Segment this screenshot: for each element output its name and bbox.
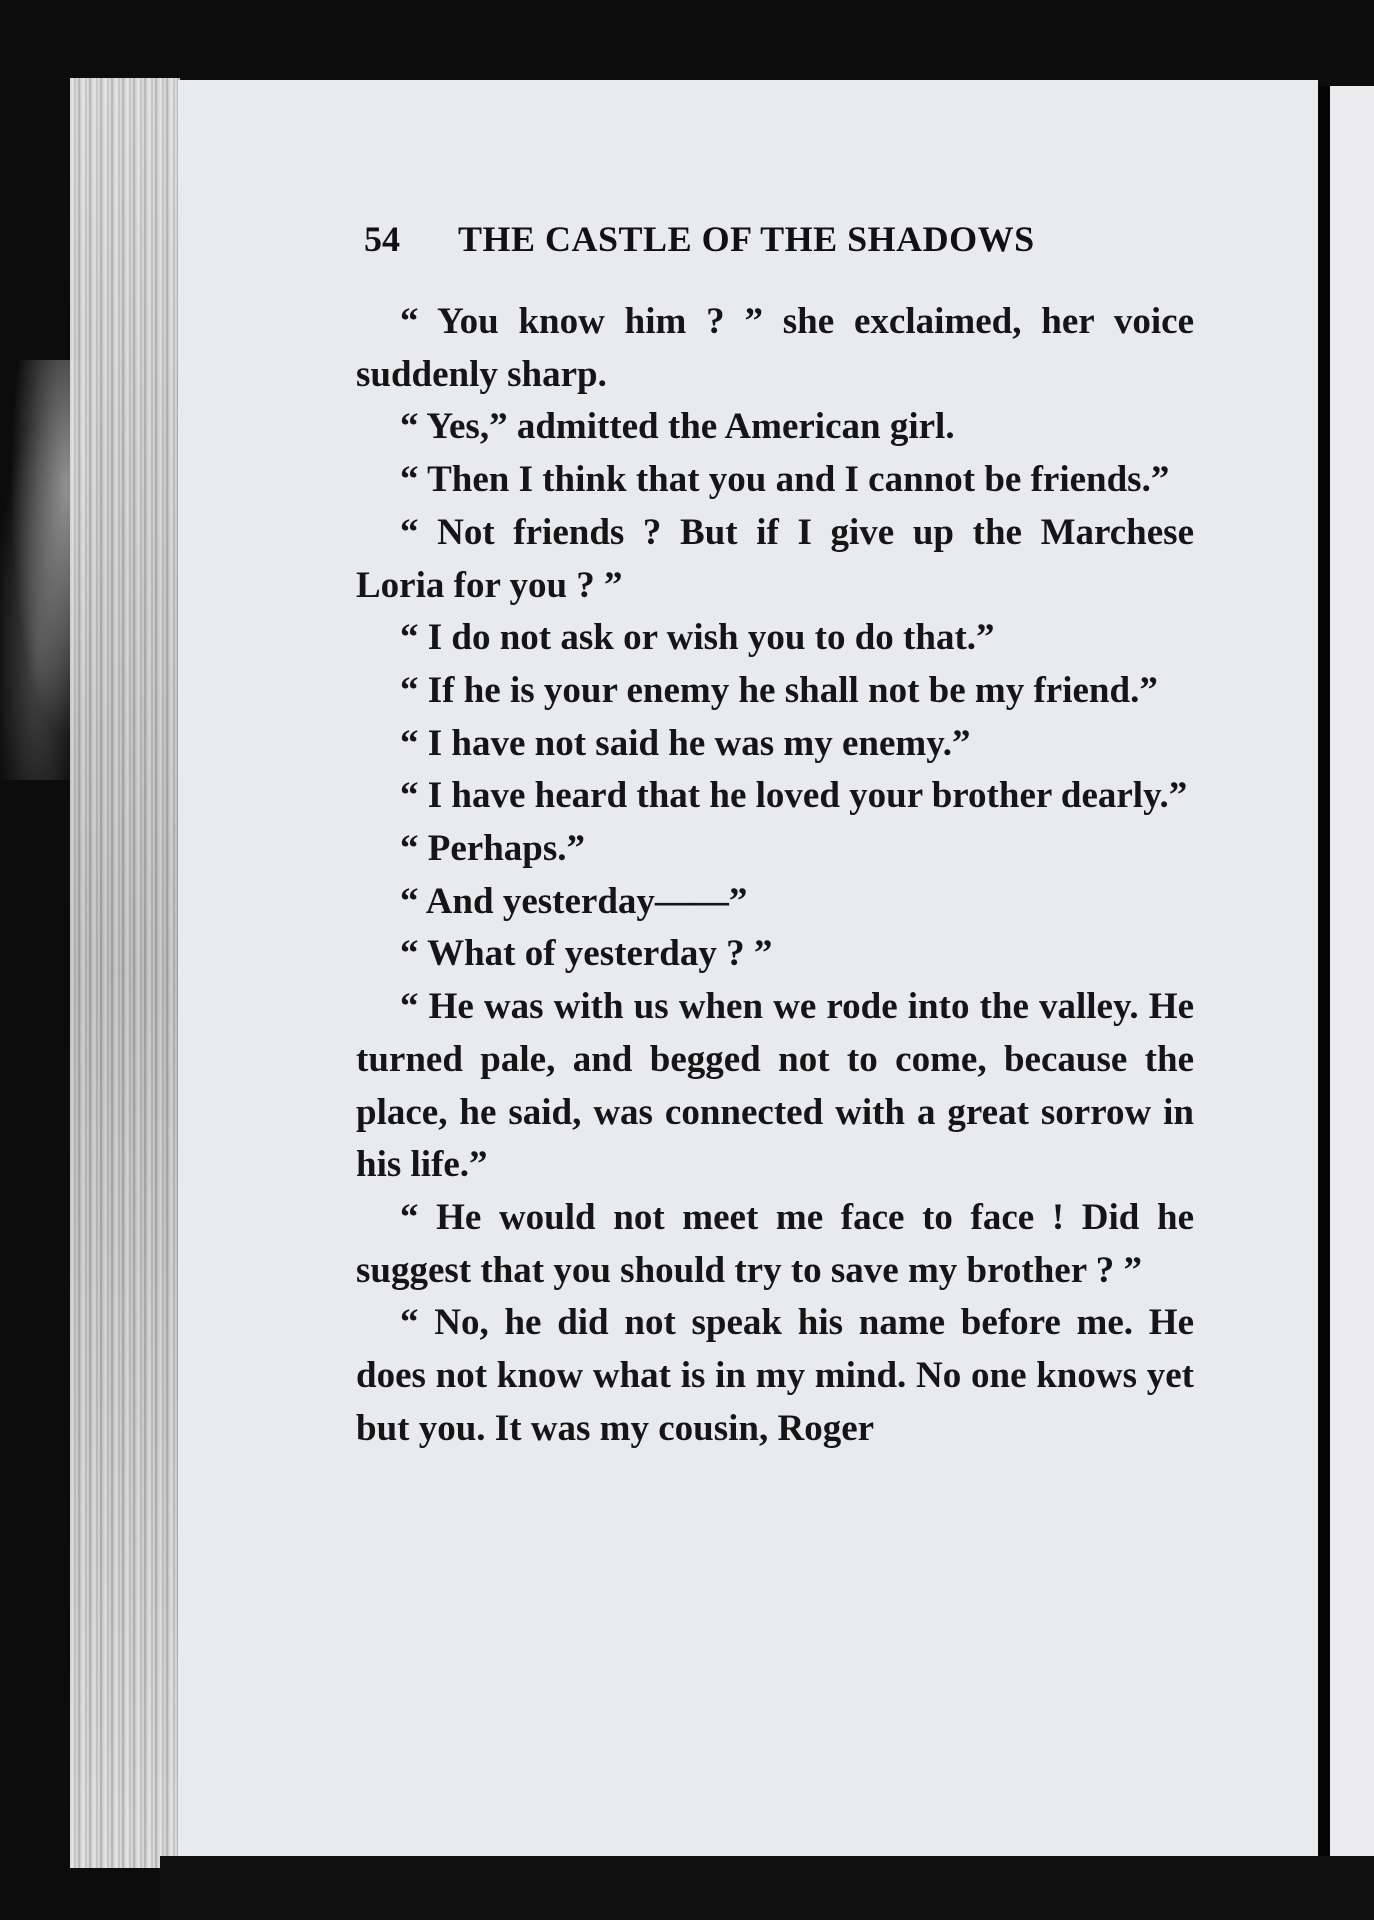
paragraph: “ Then I think that you and I cannot be friends.” [400, 459, 1170, 501]
page-number: 54 [364, 219, 400, 259]
paragraph: “ If he is your enemy he shall not be my friend.” [400, 669, 1158, 711]
bottom-shadow [160, 1856, 1374, 1920]
paragraph: “ I do not ask or wish you to do that.” [400, 617, 995, 659]
page-edges [70, 78, 180, 1868]
paragraph: “ Yes,” admitted the American girl. [400, 406, 955, 448]
facing-page-edge [1330, 86, 1374, 1858]
paragraph: “ And yesterday——” [400, 880, 748, 922]
paragraph: “ You know him ? ” she exclaimed, her voice suddenly sharp. [356, 301, 1194, 395]
running-title: THE CASTLE OF THE SHADOWS [458, 219, 1035, 259]
gutter-rule [1318, 86, 1330, 1858]
paragraph: “ He was with us when we rode into the valley. He turned pale, and begged not to come, because the place, he said, was connected with a great sorrow in his life.” [356, 986, 1194, 1186]
paragraph: “ Perhaps.” [400, 828, 585, 870]
paragraph: “ Not friends ? But if I give up the Marchese Loria for you ? ” [356, 511, 1194, 606]
paragraph: “ What of yesterday ? ” [400, 933, 773, 975]
body-text [356, 296, 1194, 1455]
paragraph: “ He would not meet me face to face ! Did he suggest that you should try to save my brother ? ” [356, 1196, 1194, 1291]
running-head [364, 218, 1124, 274]
paragraph: “ I have heard that he loved your brother dearly.” [400, 775, 1188, 817]
paragraph: “ No, he did not speak his name before me. He does not know what is in my mind. No one knows yet but you. It was my cousin, Roger [356, 1302, 1194, 1449]
paragraph: “ I have not said he was my enemy.” [400, 722, 971, 764]
